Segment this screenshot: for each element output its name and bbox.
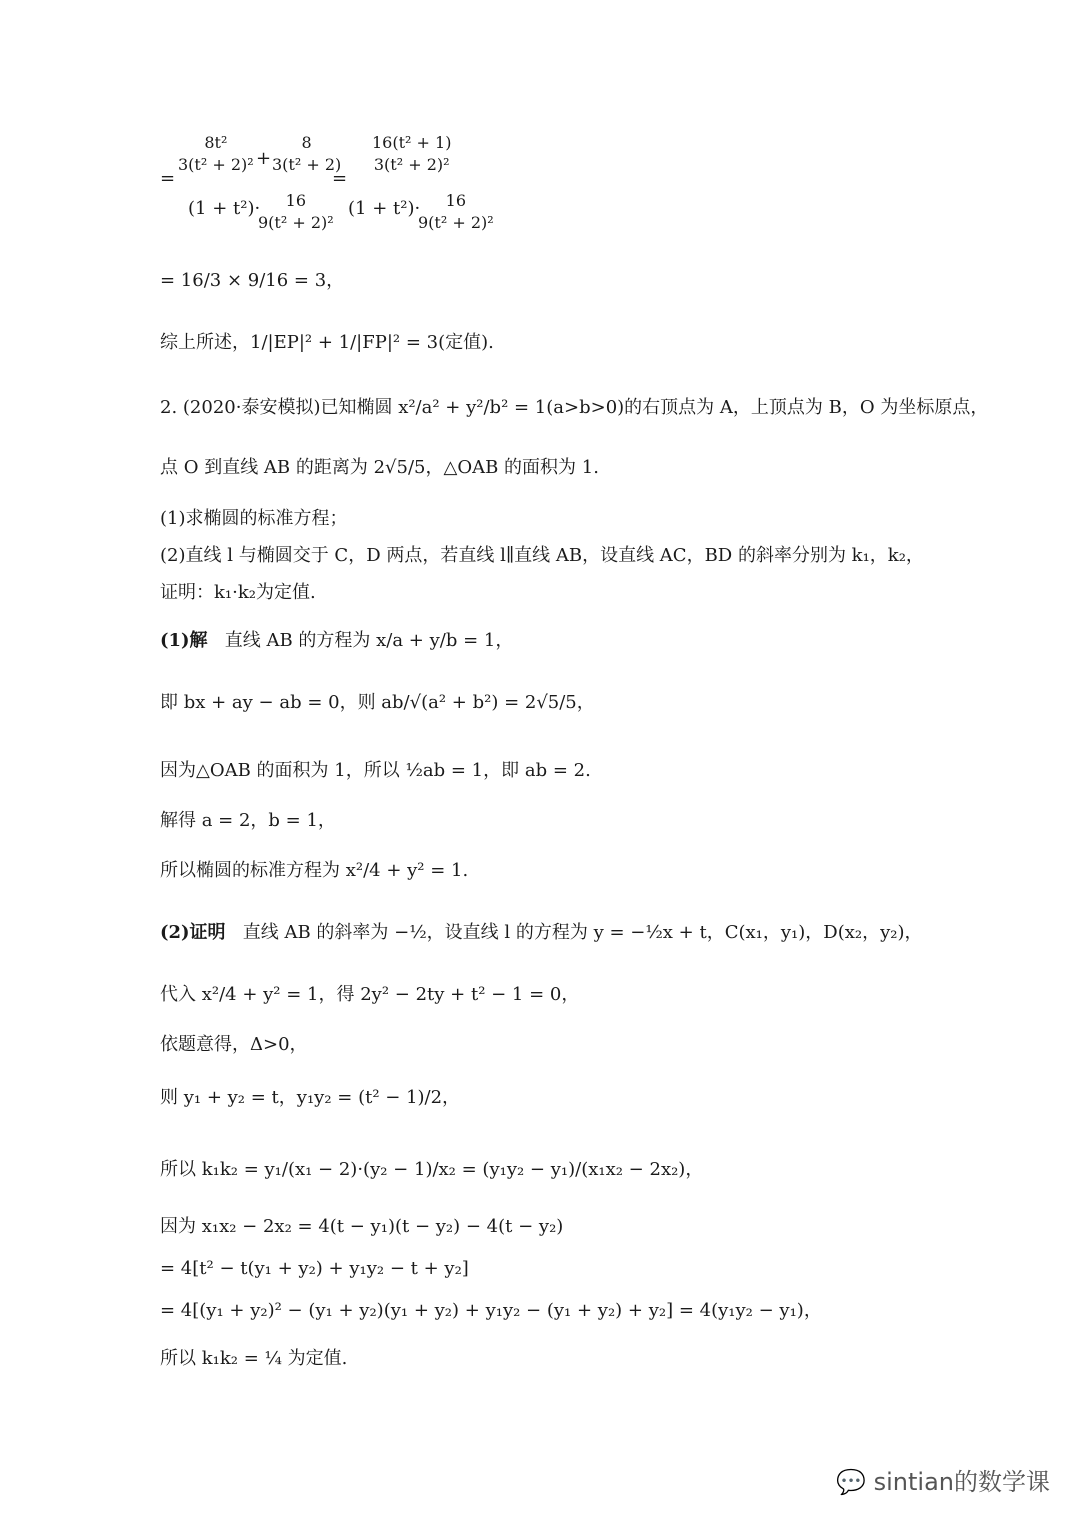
- sol1-line1-text: 直线 AB 的方程为 x/a + y/b = 1，: [224, 630, 514, 651]
- frac-den: 3(t² + 2)²: [373, 155, 450, 174]
- frac-den: 9(t² + 2)²: [258, 213, 334, 232]
- q2-line2: 点 O 到直线 AB 的距离为 2√5/5，△OAB 的面积为 1.: [160, 457, 599, 478]
- sol2-line4: 则 y₁ + y₂ = t，y₁y₂ = (t² − 1)/2，: [160, 1087, 461, 1108]
- q2-part1: (1)求椭圆的标准方程；: [160, 508, 348, 529]
- frac-num: 8: [301, 133, 312, 152]
- sol1-line4: 解得 a = 2，b = 1，: [160, 810, 336, 831]
- sol2-line6: 因为 x₁x₂ − 2x₂ = 4(t − y₁)(t − y₂) − 4(t − y₂): [160, 1216, 564, 1237]
- sol2-line1: [160, 920, 923, 946]
- frac-den: 9(t² + 2)²: [418, 213, 494, 232]
- frac-den: 3(t² + 2): [272, 155, 342, 174]
- q2-part2a: (2)直线 l 与椭圆交于 C，D 两点，若直线 l∥直线 AB，设直线 AC，BD 的斜率分别为 k₁，k₂，: [160, 545, 924, 566]
- q2-line1: 2. (2020·泰安模拟)已知椭圆 x²/a² + y²/b² = 1(a>b>0)的右顶点为 A，上顶点为 B，O 为坐标原点，: [160, 397, 989, 418]
- line-b: 综上所述，1/|EP|² + 1/|FP|² = 3(定值).: [160, 332, 494, 353]
- frac-num: 16: [445, 191, 467, 210]
- watermark: [836, 1462, 1050, 1497]
- frac-den: 3(t² + 2)²: [178, 155, 254, 174]
- sol2-line7: = 4[t² − t(y₁ + y₂) + y₁y₂ − t + y₂]: [160, 1258, 469, 1279]
- bottom-factor-left: (1 + t²)·: [188, 198, 261, 219]
- frac-num: 16(t² + 1): [372, 133, 452, 152]
- sol1-line1: [160, 628, 513, 654]
- sol1-line2: 即 bx + ay − ab = 0，则 ab/√(a² + b²) = 2√5/5，: [160, 692, 595, 713]
- q2-part2b: 证明：k₁·k₂为定值.: [160, 582, 316, 603]
- sol2-line1-text: 直线 AB 的斜率为 −½，设直线 l 的方程为 y = −½x + t，C(x₁，y₁)，D(x₂，y₂)，: [242, 922, 923, 943]
- chat-icon: 💬: [836, 1468, 866, 1496]
- sol2-head: (2)证明: [160, 922, 226, 943]
- line-a: = 16/3 × 9/16 = 3，: [160, 270, 345, 291]
- sol2-line8: = 4[(y₁ + y₂)² − (y₁ + y₂)(y₁ + y₂) + y₁y₂ − (y₁ + y₂) + y₂] = 4(y₁y₂ − y₁)，: [160, 1300, 822, 1321]
- plus-sign: +: [256, 148, 272, 169]
- sol2-line5: 所以 k₁k₂ = y₁/(x₁ − 2)·(y₂ − 1)/x₂ = (y₁y₂ − y₁)/(x₁x₂ − 2x₂)，: [160, 1159, 704, 1180]
- sol2-line3: 依题意得，Δ>0，: [160, 1034, 308, 1055]
- sol1-line5: 所以椭圆的标准方程为 x²/4 + y² = 1.: [160, 860, 469, 881]
- frac-num: 8t²: [204, 133, 228, 152]
- frac-num: 16: [285, 191, 307, 210]
- watermark-text: sintian的数学课: [873, 1468, 1050, 1496]
- sol2-line9: 所以 k₁k₂ = ¼ 为定值.: [160, 1348, 348, 1369]
- equals-sign: =: [332, 168, 348, 189]
- bottom-factor-right: (1 + t²)·: [348, 198, 421, 219]
- sol1-line3: 因为△OAB 的面积为 1，所以 ½ab = 1，即 ab = 2.: [160, 760, 591, 781]
- sol1-head: (1)解: [160, 630, 208, 651]
- sol2-line2: 代入 x²/4 + y² = 1，得 2y² − 2ty + t² − 1 = 0，: [160, 984, 580, 1005]
